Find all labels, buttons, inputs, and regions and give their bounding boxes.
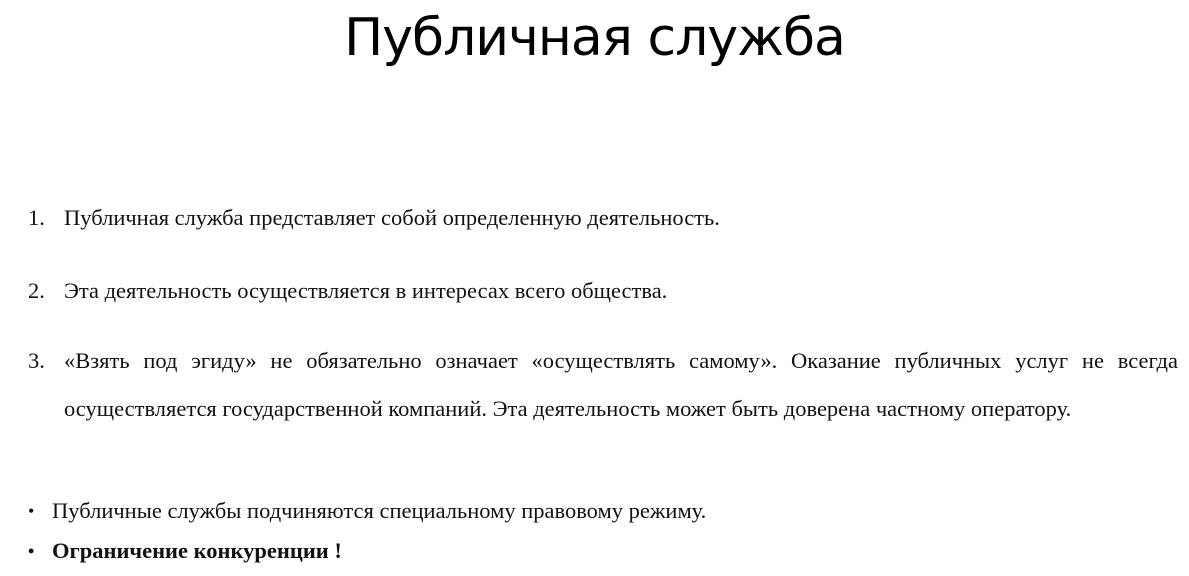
bullet-item bbox=[28, 536, 1178, 566]
numbered-item bbox=[28, 337, 1178, 481]
item-number: 1. bbox=[28, 205, 45, 230]
bullet-marker: • bbox=[28, 541, 35, 561]
item-number: 2. bbox=[28, 278, 45, 303]
bullet-marker: • bbox=[28, 501, 35, 521]
slide-title: Публичная служба bbox=[344, 8, 845, 68]
bullet-item bbox=[28, 496, 1178, 526]
item-number: 3. bbox=[28, 348, 45, 373]
bullet-text: Ограничение конкуренции ! bbox=[52, 538, 342, 563]
item-text: Эта деятельность осуществляется в интересах всего общества. bbox=[64, 278, 668, 303]
bullet-text: Публичные службы подчиняются специальному правовому режиму. bbox=[52, 498, 707, 523]
item-text: Публичная служба представляет собой определенную деятельность. bbox=[64, 205, 720, 230]
numbered-item bbox=[28, 194, 1178, 242]
item-text: «Взять под эгиду» не обязательно означает «осуществлять самому». Оказание публичных услуг не всегда осуществляется государственной компаний. Эта деятельность может быть доверена частному оператору. bbox=[64, 348, 1178, 421]
numbered-item bbox=[28, 267, 1178, 315]
